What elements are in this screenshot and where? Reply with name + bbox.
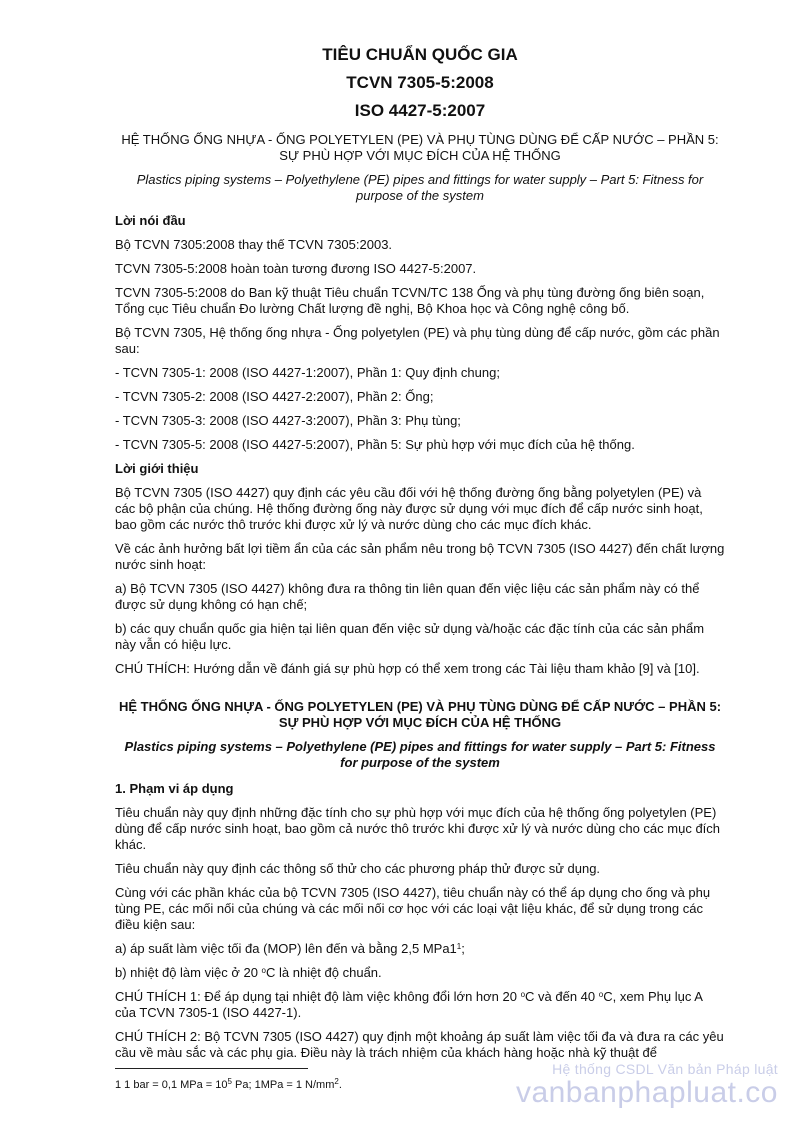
body-title-en: Plastics piping systems – Polyethylene (PE) pipes and fittings for water supply – Part 5: Fitness for purpose of the system	[124, 739, 716, 770]
foreword-heading: Lời nói đầu	[115, 213, 186, 228]
scope-paragraph: Tiêu chuẩn này quy định những đặc tính cho sự phù hợp với mục đích của hệ thống ống polyetylen (PE) dùng để cấp nước sinh hoạt, bao gồm cả nước thô trước khi được xử lý và nước dùng cho các mục đích khác.	[115, 805, 721, 852]
iso-code: ISO 4427-5:2007	[354, 101, 486, 120]
introduction-note: CHÚ THÍCH: Hướng dẫn về đánh giá sự phù hợp có thể xem trong các Tài liệu tham khảo [9] và [10].	[115, 661, 700, 676]
introduction-paragraph: a) Bộ TCVN 7305 (ISO 4427) không đưa ra thông tin liên quan đến việc liệu các sản phẩm này có thể được sử dụng không có hạn chế;	[115, 581, 700, 612]
footnote-text: 1 1 bar = 0,1 MPa = 10	[115, 1079, 228, 1091]
introduction-paragraph: Bộ TCVN 7305 (ISO 4427) quy định các yêu cầu đối với hệ thống đường ống bằng polyetylen (PE) và các bộ phận của chúng. Hệ thống đường ống này được sử dụng với mục đích để cấp nước sinh hoạt, bao gồm các nước thô trước khi được xử lý và nước dùng cho các mục đích khác.	[115, 485, 703, 532]
subtitle-en: Plastics piping systems – Polyethylene (PE) pipes and fittings for water supply – Part 5: Fitness for purpose of the system	[136, 172, 704, 203]
foreword-paragraph: Bộ TCVN 7305, Hệ thống ống nhựa - Ống polyetylen (PE) và phụ tùng dùng để cấp nước, gồm các phần sau:	[115, 325, 720, 356]
introduction-paragraph: Về các ảnh hưởng bất lợi tiềm ẩn của các sản phẩm nêu trong bộ TCVN 7305 (ISO 4427) đến chất lượng nước sinh hoạt:	[115, 541, 725, 572]
subtitle-vi: HỆ THỐNG ỐNG NHỰA - ỐNG POLYETYLEN (PE) VÀ PHỤ TÙNG DÙNG ĐỂ CẤP NƯỚC – PHẦN 5: SỰ PHÙ HỢP VỚI MỤC ĐÍCH CỦA HỆ THỐNG	[121, 132, 719, 163]
note-1	[115, 989, 725, 1021]
footnote	[115, 1078, 342, 1092]
note-1-text: C và đến 40	[525, 989, 599, 1004]
foreword-list-item: - TCVN 7305-1: 2008 (ISO 4427-1:2007), Phần 1: Quy định chung;	[115, 365, 500, 380]
foreword-paragraph: TCVN 7305-5:2008 do Ban kỹ thuật Tiêu chuẩn TCVN/TC 138 Ống và phụ tùng đường ống biên soạn, Tổng cục Tiêu chuẩn Đo lường Chất lượng đề nghị, Bộ Khoa học và Công nghệ công bố.	[115, 285, 705, 316]
footnote-ref[interactable]: 1	[456, 942, 462, 951]
document-page	[115, 44, 725, 1069]
standard-code: TCVN 7305-5:2008	[346, 73, 494, 92]
foreword-list-item: - TCVN 7305-2: 2008 (ISO 4427-2:2007), Phần 2: Ống;	[115, 389, 434, 404]
watermark-line-1: Hệ thống CSDL Văn bản Pháp luật	[552, 1061, 778, 1077]
footnote-text: Pa; 1MPa = 1 N/mm	[231, 1079, 335, 1091]
footnote-divider	[115, 1068, 308, 1069]
body-title-vi: HỆ THỐNG ỐNG NHỰA - ỐNG POLYETYLEN (PE) VÀ PHỤ TÙNG DÙNG ĐỂ CẤP NƯỚC – PHẦN 5: SỰ PHÙ HỢP VỚI MỤC ĐÍCH CỦA HỆ THỐNG	[118, 699, 722, 730]
foreword-list-item: - TCVN 7305-5: 2008 (ISO 4427-5:2007), Phần 5: Sự phù hợp với mục đích của hệ thống.	[115, 437, 635, 452]
scope-heading: 1. Phạm vi áp dụng	[115, 781, 234, 796]
watermark-line-2: vanbanphapluat.co	[515, 1076, 778, 1109]
degree-sign: o	[261, 966, 266, 975]
scope-condition-b	[115, 965, 725, 981]
foreword-list-item: - TCVN 7305-3: 2008 (ISO 4427-3:2007), Phần 3: Phụ tùng;	[115, 413, 461, 428]
footnote-exponent: 2	[334, 1077, 339, 1086]
degree-sign: o	[520, 990, 526, 999]
condition-b-text-end: C là nhiệt độ chuẩn.	[266, 965, 382, 980]
introduction-heading: Lời giới thiệu	[115, 461, 199, 476]
footnote-exponent: 5	[227, 1077, 232, 1086]
note-1-text: C, xem Phụ lục A của TCVN 7305-1 (ISO 4427-1).	[115, 989, 703, 1020]
note-2: CHÚ THÍCH 2: Bộ TCVN 7305 (ISO 4427) quy định một khoảng áp suất làm việc tối đa và đưa ra các yêu cầu về màu sắc và các phụ gia. Điều này là trách nhiệm của khách hàng hoặc nhà kỹ thuật để	[115, 1029, 724, 1060]
foreword-paragraph: TCVN 7305-5:2008 hoàn toàn tương đương ISO 4427-5:2007.	[115, 261, 477, 276]
degree-sign: o	[598, 990, 604, 999]
footnote-text: .	[338, 1079, 342, 1091]
document-title: TIÊU CHUẨN QUỐC GIA	[322, 45, 518, 64]
scope-condition-a	[115, 941, 725, 957]
condition-a-text: a) áp suất làm việc tối đa (MOP) lên đến và bằng 2,5 MPa1	[115, 941, 457, 956]
foreword-paragraph: Bộ TCVN 7305:2008 thay thế TCVN 7305:2003.	[115, 237, 393, 252]
scope-paragraph: Cùng với các phần khác của bộ TCVN 7305 (ISO 4427), tiêu chuẩn này có thể áp dụng cho ống và phụ tùng PE, các mối nối của chúng và các mối nối cơ học với các loại vật liệu khác, để sử dụng trong các điều kiện sau:	[115, 885, 711, 932]
condition-a-end: ;	[461, 941, 465, 956]
introduction-paragraph: b) các quy chuẩn quốc gia hiện tại liên quan đến việc sử dụng và/hoặc các đặc tính của các sản phẩm này vẫn có hiệu lực.	[115, 621, 705, 652]
scope-paragraph: Tiêu chuẩn này quy định các thông số thử cho các phương pháp thử được sử dụng.	[115, 861, 601, 876]
condition-b-text: b) nhiệt độ làm việc ở 20	[115, 965, 262, 980]
note-1-text: CHÚ THÍCH 1: Để áp dụng tại nhiệt độ làm việc không đổi lớn hơn 20	[115, 989, 521, 1004]
